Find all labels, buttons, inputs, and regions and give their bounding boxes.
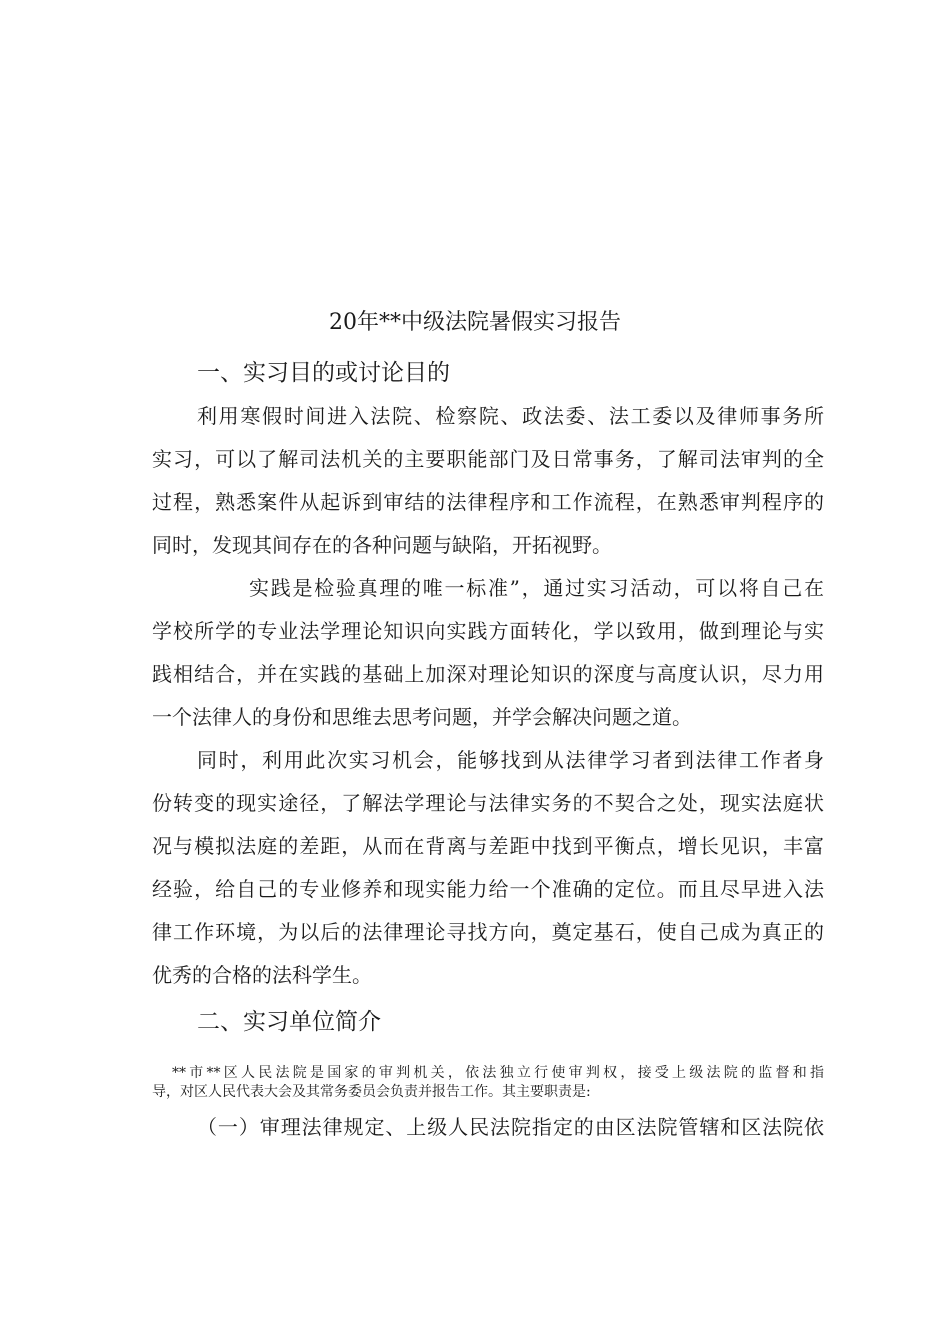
paragraph-line: 份转变的现实途径，了解法学理论与法律实务的不契合之处，现实法庭状 (152, 791, 824, 815)
paragraph-line: 一个法律人的身份和思维去思考问题，并学会解决问题之道。 (152, 705, 692, 729)
paragraph-line: 同时，发现其间存在的各种问题与缺陷，开拓视野。 (152, 533, 612, 557)
intro-line: **市**区人民法院是国家的审判机关，依法独立行使审判权，接受上级法院的监督和指 (172, 1065, 824, 1081)
section-heading-unit-intro: 二、实习单位简介 (197, 1009, 381, 1035)
paragraph-line: 践相结合，并在实践的基础上加深对理论知识的深度与高度认识，尽力用 (152, 662, 824, 686)
paragraph-line: 利用寒假时间进入法院、检察院、政法委、法工委以及律师事务所 (197, 404, 824, 428)
intro-line: 导，对区人民代表大会及其常务委员会负责并报告工作。其主要职责是: (152, 1084, 591, 1100)
paragraph-line: 况与模拟法庭的差距，从而在背离与差距中找到平衡点，增长见识，丰富 (152, 834, 824, 858)
list-item: （一）审理法律规定、上级人民法院指定的由区法院管辖和区法院依 (197, 1115, 824, 1139)
paragraph-line: 实践是检验真理的唯一标准”，通过实习活动，可以将自己在 (249, 576, 824, 600)
paragraph-line: 实习，可以了解司法机关的主要职能部门及日常事务，了解司法审判的全 (152, 447, 824, 471)
paragraph-line: 学校所学的专业法学理论知识向实践方面转化，学以致用，做到理论与实 (152, 619, 824, 643)
document-title: 20年**中级法院暑假实习报告 (329, 310, 621, 335)
paragraph-line: 过程，熟悉案件从起诉到审结的法律程序和工作流程，在熟悉审判程序的 (152, 490, 824, 514)
paragraph-line: 律工作环境，为以后的法律理论寻找方向，奠定基石，使自己成为真正的 (152, 920, 824, 944)
section-heading-purpose: 一、实习目的或讨论目的 (197, 360, 450, 386)
paragraph-line: 优秀的合格的法科学生。 (152, 963, 372, 987)
paragraph-line: 经验，给自己的专业修养和现实能力给一个准确的定位。而且尽早进入法 (152, 877, 824, 901)
paragraph-line: 同时，利用此次实习机会，能够找到从法律学习者到法律工作者身 (197, 748, 824, 772)
